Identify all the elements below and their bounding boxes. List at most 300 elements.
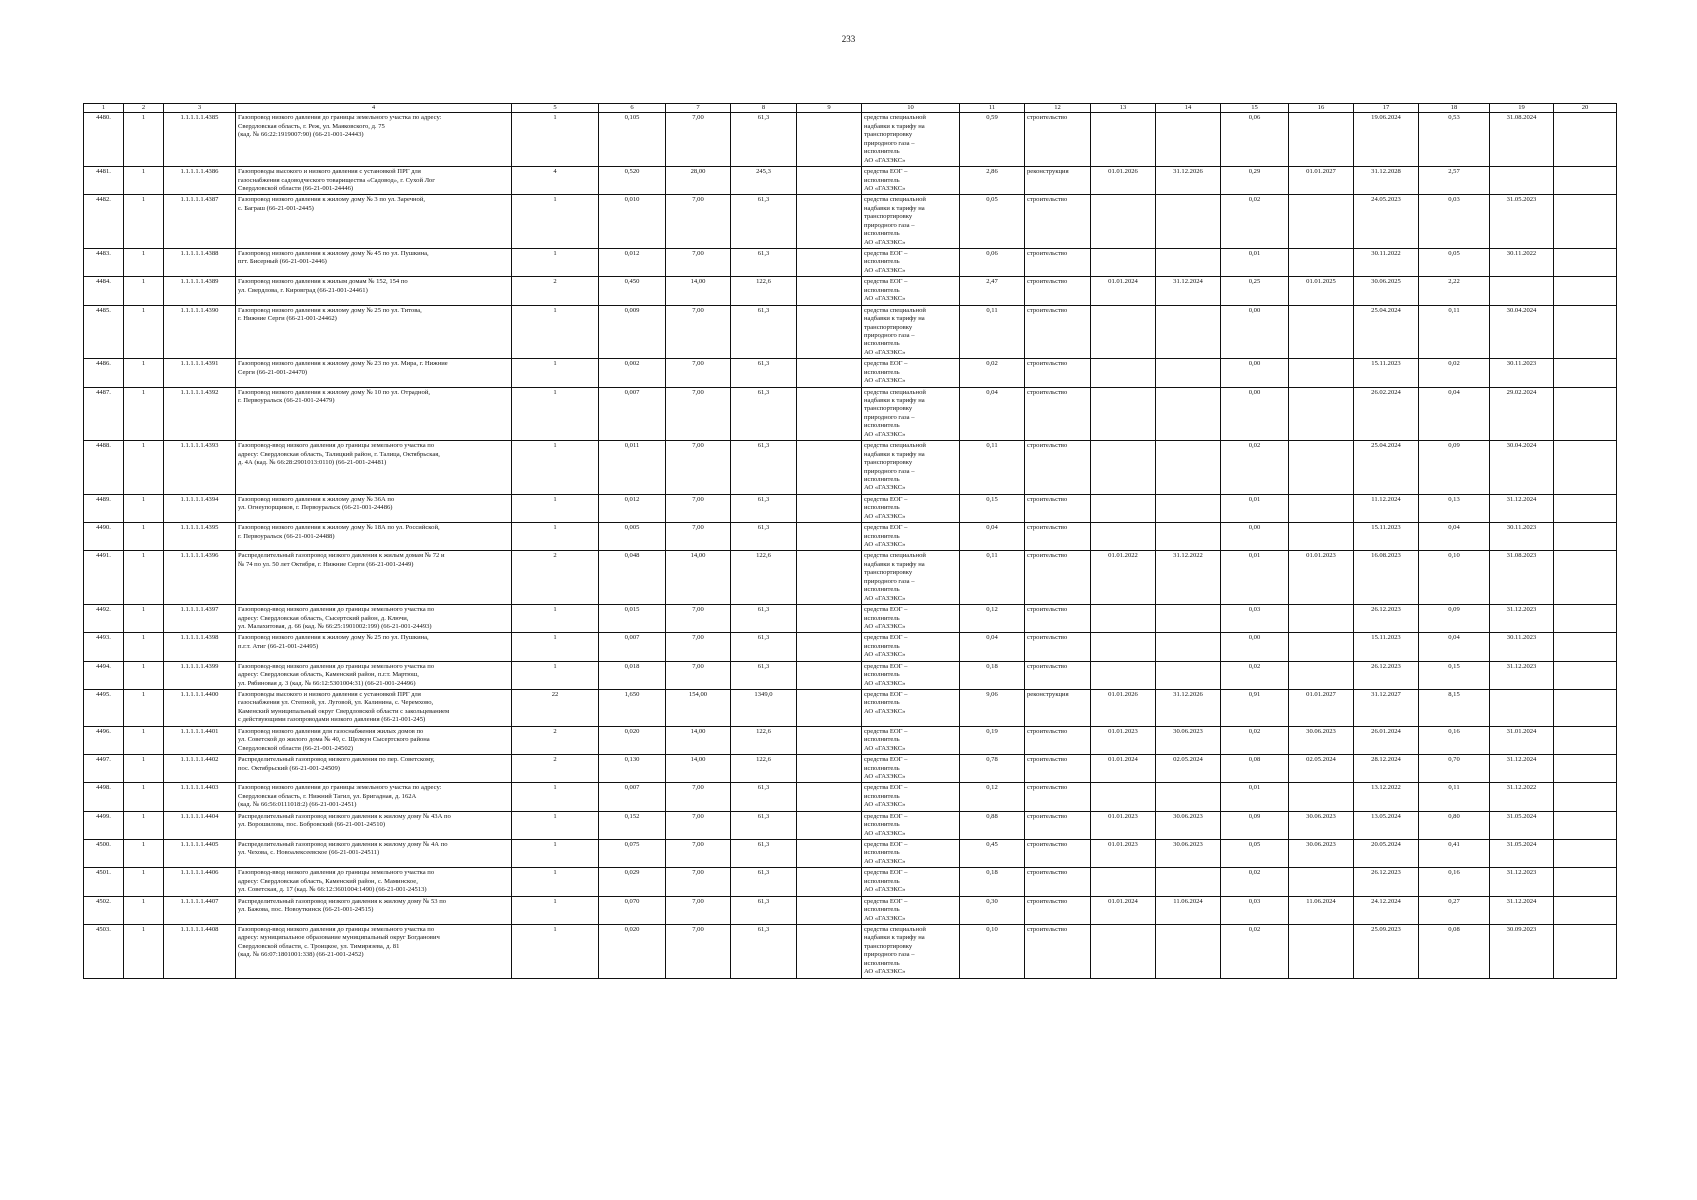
column-9-cell (797, 868, 862, 896)
column-11-cell: 0,11 (960, 305, 1025, 359)
column-9-cell (797, 633, 862, 661)
work-type-cell: строительство (1025, 387, 1091, 441)
column-9-cell (797, 249, 862, 277)
column-7-cell: 7,00 (666, 605, 731, 633)
object-code-cell: 1.1.1.1.1.4396 (164, 551, 236, 605)
row-number-cell: 4498. (84, 783, 124, 811)
column-19-cell: 29.02.2024 (1490, 387, 1554, 441)
column-15-cell: 0,09 (1221, 811, 1289, 839)
object-description-cell: Газопровод-ввод низкого давления до границы земельного участка по адресу: Свердловская область, Сысертский район, д. Ключи, ул. Малахитовая, д. 66 (кад. № 66:25:1901002:199) (66-21-001-24493) (236, 605, 512, 633)
row-number-cell: 4488. (84, 441, 124, 495)
column-9-cell (797, 924, 862, 978)
funding-source-cell: средства ЕОГ – исполнитель АО «ГАЗЭКС» (862, 359, 960, 387)
column-17-cell: 24.05.2023 (1354, 195, 1419, 249)
column-2-cell: 1 (124, 113, 164, 167)
column-20-cell (1554, 551, 1617, 605)
column-15-cell: 0,02 (1221, 726, 1289, 754)
column-5-cell: 1 (512, 249, 599, 277)
column-17-cell: 15.11.2023 (1354, 359, 1419, 387)
column-15-cell: 0,03 (1221, 605, 1289, 633)
column-9-cell (797, 195, 862, 249)
column-15-cell: 0,02 (1221, 441, 1289, 495)
column-number-header: 15 (1221, 104, 1289, 113)
column-20-cell (1554, 441, 1617, 495)
column-7-cell: 7,00 (666, 195, 731, 249)
column-14-cell (1156, 868, 1221, 896)
column-14-cell (1156, 305, 1221, 359)
column-2-cell: 1 (124, 359, 164, 387)
column-8-cell: 61,3 (731, 783, 797, 811)
object-code-cell: 1.1.1.1.1.4393 (164, 441, 236, 495)
column-6-cell: 0,130 (599, 755, 666, 783)
row-number-cell: 4481. (84, 167, 124, 195)
column-2-cell: 1 (124, 840, 164, 868)
column-9-cell (797, 551, 862, 605)
column-13-cell: 01.01.2023 (1091, 726, 1156, 754)
column-6-cell: 0,015 (599, 605, 666, 633)
column-11-cell: 0,04 (960, 633, 1025, 661)
column-11-cell: 0,12 (960, 783, 1025, 811)
column-7-cell: 7,00 (666, 359, 731, 387)
column-19-cell: 31.12.2023 (1490, 661, 1554, 689)
column-17-cell: 28.12.2024 (1354, 755, 1419, 783)
column-14-cell: 30.06.2023 (1156, 726, 1221, 754)
column-2-cell: 1 (124, 195, 164, 249)
column-number-row (84, 104, 1617, 113)
column-14-cell: 31.12.2022 (1156, 551, 1221, 605)
column-16-cell (1289, 605, 1354, 633)
column-7-cell: 7,00 (666, 305, 731, 359)
object-description-cell: Газопровод низкого давления к жилому дому № 3 по ул. Заречной, с. Баграш (66-21-001-2445) (236, 195, 512, 249)
column-7-cell: 7,00 (666, 661, 731, 689)
column-13-cell: 01.01.2026 (1091, 167, 1156, 195)
work-type-cell: строительство (1025, 811, 1091, 839)
object-code-cell: 1.1.1.1.1.4397 (164, 605, 236, 633)
column-19-cell: 30.04.2024 (1490, 305, 1554, 359)
column-7-cell: 7,00 (666, 811, 731, 839)
object-description-cell: Газопровод низкого давления к жилому дому № 18А по ул. Российской, г. Первоуральск (66-21-001-24488) (236, 523, 512, 551)
column-number-header: 5 (512, 104, 599, 113)
column-2-cell: 1 (124, 523, 164, 551)
column-20-cell (1554, 195, 1617, 249)
object-code-cell: 1.1.1.1.1.4408 (164, 924, 236, 978)
column-14-cell (1156, 387, 1221, 441)
column-8-cell: 122,6 (731, 551, 797, 605)
column-18-cell: 0,16 (1419, 868, 1490, 896)
table-row (84, 441, 1617, 495)
column-7-cell: 7,00 (666, 783, 731, 811)
column-8-cell: 61,3 (731, 523, 797, 551)
column-7-cell: 154,00 (666, 690, 731, 727)
work-type-cell: реконструкция (1025, 167, 1091, 195)
column-11-cell: 2,47 (960, 277, 1025, 305)
column-17-cell: 26.01.2024 (1354, 726, 1419, 754)
column-13-cell (1091, 305, 1156, 359)
column-16-cell (1289, 494, 1354, 522)
object-code-cell: 1.1.1.1.1.4391 (164, 359, 236, 387)
row-number-cell: 4486. (84, 359, 124, 387)
column-11-cell: 0,45 (960, 840, 1025, 868)
column-6-cell: 0,011 (599, 441, 666, 495)
column-18-cell: 0,16 (1419, 726, 1490, 754)
column-16-cell: 01.01.2025 (1289, 277, 1354, 305)
object-description-cell: Газопровод низкого давления к жилому дому № 25 по ул. Пушкина, п.г.т. Атиг (66-21-001-24495) (236, 633, 512, 661)
column-20-cell (1554, 661, 1617, 689)
table-row (84, 633, 1617, 661)
column-9-cell (797, 811, 862, 839)
column-8-cell: 61,3 (731, 605, 797, 633)
work-type-cell: строительство (1025, 896, 1091, 924)
column-8-cell: 122,6 (731, 726, 797, 754)
column-19-cell (1490, 277, 1554, 305)
column-13-cell (1091, 359, 1156, 387)
column-15-cell: 0,00 (1221, 523, 1289, 551)
work-type-cell: строительство (1025, 113, 1091, 167)
column-8-cell: 61,3 (731, 359, 797, 387)
column-20-cell (1554, 726, 1617, 754)
column-5-cell: 1 (512, 868, 599, 896)
column-14-cell (1156, 924, 1221, 978)
table-row (84, 277, 1617, 305)
column-18-cell: 2,57 (1419, 167, 1490, 195)
column-16-cell (1289, 249, 1354, 277)
column-6-cell: 1,650 (599, 690, 666, 727)
column-13-cell: 01.01.2024 (1091, 896, 1156, 924)
object-description-cell: Газопровод низкого давления до границы земельного участка по адресу: Свердловская область, г. Нижний Тагил, ул. Бригадная, д. 162А (кад. № 66:56:0111018:2) (66-21-001-2451) (236, 783, 512, 811)
column-20-cell (1554, 783, 1617, 811)
column-16-cell (1289, 924, 1354, 978)
column-19-cell: 31.12.2022 (1490, 783, 1554, 811)
row-number-cell: 4487. (84, 387, 124, 441)
column-13-cell: 01.01.2024 (1091, 277, 1156, 305)
column-19-cell: 31.12.2024 (1490, 755, 1554, 783)
row-number-cell: 4502. (84, 896, 124, 924)
column-13-cell (1091, 113, 1156, 167)
column-6-cell: 0,520 (599, 167, 666, 195)
column-16-cell: 02.05.2024 (1289, 755, 1354, 783)
funding-source-cell: средства ЕОГ – исполнитель АО «ГАЗЭКС» (862, 523, 960, 551)
row-number-cell: 4500. (84, 840, 124, 868)
column-11-cell: 0,88 (960, 811, 1025, 839)
work-type-cell: строительство (1025, 441, 1091, 495)
column-14-cell: 31.12.2026 (1156, 690, 1221, 727)
column-19-cell: 30.11.2023 (1490, 359, 1554, 387)
column-20-cell (1554, 359, 1617, 387)
column-9-cell (797, 359, 862, 387)
object-code-cell: 1.1.1.1.1.4395 (164, 523, 236, 551)
column-13-cell (1091, 195, 1156, 249)
column-19-cell: 31.01.2024 (1490, 726, 1554, 754)
object-code-cell: 1.1.1.1.1.4399 (164, 661, 236, 689)
object-description-cell: Распределительный газопровод низкого давления к жилому дому № 43А по ул. Ворошилова, пос. Бобровский (66-21-001-24510) (236, 811, 512, 839)
column-11-cell: 0,04 (960, 387, 1025, 441)
column-7-cell: 7,00 (666, 441, 731, 495)
column-18-cell: 0,80 (1419, 811, 1490, 839)
column-7-cell: 7,00 (666, 249, 731, 277)
funding-source-cell: средства специальной надбавки к тарифу на транспортировку природного газа – исполнитель АО «ГАЗЭКС» (862, 113, 960, 167)
column-20-cell (1554, 387, 1617, 441)
column-19-cell: 31.12.2024 (1490, 896, 1554, 924)
column-number-header: 20 (1554, 104, 1617, 113)
column-6-cell: 0,075 (599, 840, 666, 868)
object-code-cell: 1.1.1.1.1.4389 (164, 277, 236, 305)
column-20-cell (1554, 605, 1617, 633)
column-11-cell: 0,11 (960, 441, 1025, 495)
row-number-cell: 4489. (84, 494, 124, 522)
column-17-cell: 13.05.2024 (1354, 811, 1419, 839)
column-5-cell: 1 (512, 195, 599, 249)
column-number-header: 9 (797, 104, 862, 113)
column-11-cell: 0,59 (960, 113, 1025, 167)
column-11-cell: 0,30 (960, 896, 1025, 924)
row-number-cell: 4501. (84, 868, 124, 896)
funding-source-cell: средства ЕОГ – исполнитель АО «ГАЗЭКС» (862, 605, 960, 633)
column-17-cell: 13.12.2022 (1354, 783, 1419, 811)
column-6-cell: 0,070 (599, 896, 666, 924)
column-7-cell: 7,00 (666, 523, 731, 551)
table-row (84, 661, 1617, 689)
column-5-cell: 22 (512, 690, 599, 727)
row-number-cell: 4484. (84, 277, 124, 305)
work-type-cell: строительство (1025, 633, 1091, 661)
column-18-cell: 2,22 (1419, 277, 1490, 305)
column-number-header: 10 (862, 104, 960, 113)
column-8-cell: 61,3 (731, 113, 797, 167)
table-row (84, 726, 1617, 754)
object-description-cell: Газопроводы высокого и низкого давления с установкой ПРГ для газоснабжения ул. Степной, ул. Луговой, ул. Калинина, с. Черемхово, Каменский муниципальный округ Свердловской области с закольцеванием с действующими газопроводами низкого давления (66-21-001-245) (236, 690, 512, 727)
object-code-cell: 1.1.1.1.1.4402 (164, 755, 236, 783)
column-number-header: 14 (1156, 104, 1221, 113)
column-5-cell: 1 (512, 305, 599, 359)
column-8-cell: 61,3 (731, 249, 797, 277)
column-16-cell (1289, 783, 1354, 811)
column-7-cell: 7,00 (666, 113, 731, 167)
work-type-cell: строительство (1025, 661, 1091, 689)
column-14-cell: 31.12.2026 (1156, 167, 1221, 195)
column-7-cell: 14,00 (666, 551, 731, 605)
column-14-cell (1156, 633, 1221, 661)
column-6-cell: 0,020 (599, 726, 666, 754)
work-type-cell: реконструкция (1025, 690, 1091, 727)
column-16-cell: 01.01.2027 (1289, 690, 1354, 727)
column-17-cell: 30.11.2022 (1354, 249, 1419, 277)
column-13-cell (1091, 633, 1156, 661)
object-description-cell: Распределительный газопровод низкого давления к жилому дому № 4А по ул. Чехова, с. Новоалексеевское (66-21-001-24511) (236, 840, 512, 868)
column-6-cell: 0,007 (599, 633, 666, 661)
column-11-cell: 0,11 (960, 551, 1025, 605)
column-17-cell: 26.12.2023 (1354, 868, 1419, 896)
column-13-cell (1091, 441, 1156, 495)
row-number-cell: 4492. (84, 605, 124, 633)
column-15-cell: 0,00 (1221, 387, 1289, 441)
column-15-cell: 0,02 (1221, 661, 1289, 689)
column-8-cell: 61,3 (731, 441, 797, 495)
column-17-cell: 16.08.2023 (1354, 551, 1419, 605)
column-2-cell: 1 (124, 726, 164, 754)
column-5-cell: 1 (512, 494, 599, 522)
column-5-cell: 1 (512, 661, 599, 689)
column-19-cell: 30.11.2022 (1490, 249, 1554, 277)
column-14-cell: 30.06.2023 (1156, 840, 1221, 868)
column-2-cell: 1 (124, 783, 164, 811)
column-number-header: 19 (1490, 104, 1554, 113)
column-14-cell (1156, 441, 1221, 495)
column-16-cell: 30.06.2023 (1289, 811, 1354, 839)
column-6-cell: 0,007 (599, 387, 666, 441)
table-row (84, 494, 1617, 522)
column-7-cell: 7,00 (666, 633, 731, 661)
column-11-cell: 0,05 (960, 195, 1025, 249)
column-9-cell (797, 494, 862, 522)
column-11-cell: 0,02 (960, 359, 1025, 387)
object-code-cell: 1.1.1.1.1.4392 (164, 387, 236, 441)
column-18-cell: 0,08 (1419, 924, 1490, 978)
column-11-cell: 0,04 (960, 523, 1025, 551)
column-13-cell (1091, 523, 1156, 551)
work-type-cell: строительство (1025, 249, 1091, 277)
row-number-cell: 4496. (84, 726, 124, 754)
column-19-cell (1490, 690, 1554, 727)
funding-source-cell: средства специальной надбавки к тарифу на транспортировку природного газа – исполнитель АО «ГАЗЭКС» (862, 305, 960, 359)
column-2-cell: 1 (124, 249, 164, 277)
table-row (84, 387, 1617, 441)
column-18-cell: 0,04 (1419, 387, 1490, 441)
column-6-cell: 0,105 (599, 113, 666, 167)
object-description-cell: Распределительный газопровод низкого давления по пер. Советскому, пос. Октябрьский (66-21-001-24509) (236, 755, 512, 783)
column-17-cell: 24.12.2024 (1354, 896, 1419, 924)
column-number-header: 6 (599, 104, 666, 113)
column-16-cell: 30.06.2023 (1289, 840, 1354, 868)
column-20-cell (1554, 249, 1617, 277)
column-17-cell: 25.04.2024 (1354, 305, 1419, 359)
column-13-cell: 01.01.2023 (1091, 811, 1156, 839)
funding-source-cell: средства ЕОГ – исполнитель АО «ГАЗЭКС» (862, 811, 960, 839)
column-number-header: 17 (1354, 104, 1419, 113)
column-6-cell: 0,020 (599, 924, 666, 978)
column-2-cell: 1 (124, 811, 164, 839)
table-row (84, 811, 1617, 839)
column-18-cell: 0,02 (1419, 359, 1490, 387)
column-20-cell (1554, 868, 1617, 896)
funding-source-cell: средства ЕОГ – исполнитель АО «ГАЗЭКС» (862, 277, 960, 305)
column-14-cell: 30.06.2023 (1156, 811, 1221, 839)
column-18-cell: 0,04 (1419, 633, 1490, 661)
column-11-cell: 0,15 (960, 494, 1025, 522)
work-type-cell: строительство (1025, 726, 1091, 754)
column-18-cell: 0,11 (1419, 305, 1490, 359)
column-15-cell: 0,01 (1221, 783, 1289, 811)
column-16-cell (1289, 387, 1354, 441)
column-5-cell: 1 (512, 605, 599, 633)
column-19-cell (1490, 167, 1554, 195)
row-number-cell: 4497. (84, 755, 124, 783)
column-9-cell (797, 726, 862, 754)
column-11-cell: 0,78 (960, 755, 1025, 783)
column-20-cell (1554, 167, 1617, 195)
column-6-cell: 0,012 (599, 494, 666, 522)
column-15-cell: 0,01 (1221, 494, 1289, 522)
column-20-cell (1554, 523, 1617, 551)
column-11-cell: 0,12 (960, 605, 1025, 633)
column-15-cell: 0,02 (1221, 195, 1289, 249)
column-8-cell: 61,3 (731, 868, 797, 896)
column-8-cell: 1349,0 (731, 690, 797, 727)
column-9-cell (797, 755, 862, 783)
column-number-header: 16 (1289, 104, 1354, 113)
column-7-cell: 14,00 (666, 726, 731, 754)
funding-source-cell: средства специальной надбавки к тарифу на транспортировку природного газа – исполнитель АО «ГАЗЭКС» (862, 441, 960, 495)
table-row (84, 840, 1617, 868)
column-15-cell: 0,91 (1221, 690, 1289, 727)
column-15-cell: 0,25 (1221, 277, 1289, 305)
column-17-cell: 26.12.2023 (1354, 605, 1419, 633)
column-16-cell (1289, 661, 1354, 689)
object-code-cell: 1.1.1.1.1.4385 (164, 113, 236, 167)
column-8-cell: 61,3 (731, 387, 797, 441)
column-8-cell: 61,3 (731, 633, 797, 661)
column-14-cell: 11.06.2024 (1156, 896, 1221, 924)
row-number-cell: 4483. (84, 249, 124, 277)
column-17-cell: 31.12.2028 (1354, 167, 1419, 195)
column-18-cell: 0,27 (1419, 896, 1490, 924)
row-number-cell: 4499. (84, 811, 124, 839)
object-description-cell: Газопровод низкого давления к жилому дому № 25 по ул. Титова, г. Нижние Серги (66-21-001-24462) (236, 305, 512, 359)
column-16-cell: 01.01.2027 (1289, 167, 1354, 195)
column-13-cell: 01.01.2026 (1091, 690, 1156, 727)
column-6-cell: 0,029 (599, 868, 666, 896)
column-13-cell (1091, 494, 1156, 522)
table-row (84, 783, 1617, 811)
column-11-cell: 2,86 (960, 167, 1025, 195)
column-17-cell: 20.05.2024 (1354, 840, 1419, 868)
column-18-cell: 0,11 (1419, 783, 1490, 811)
column-9-cell (797, 441, 862, 495)
column-9-cell (797, 605, 862, 633)
work-type-cell: строительство (1025, 840, 1091, 868)
column-13-cell (1091, 605, 1156, 633)
object-code-cell: 1.1.1.1.1.4398 (164, 633, 236, 661)
column-7-cell: 7,00 (666, 840, 731, 868)
column-6-cell: 0,152 (599, 811, 666, 839)
column-16-cell (1289, 523, 1354, 551)
funding-source-cell: средства ЕОГ – исполнитель АО «ГАЗЭКС» (862, 661, 960, 689)
column-8-cell: 122,6 (731, 755, 797, 783)
column-14-cell (1156, 494, 1221, 522)
column-18-cell: 0,53 (1419, 113, 1490, 167)
funding-source-cell: средства специальной надбавки к тарифу на транспортировку природного газа – исполнитель АО «ГАЗЭКС» (862, 924, 960, 978)
object-code-cell: 1.1.1.1.1.4403 (164, 783, 236, 811)
column-17-cell: 19.06.2024 (1354, 113, 1419, 167)
column-7-cell: 7,00 (666, 387, 731, 441)
funding-source-cell: средства ЕОГ – исполнитель АО «ГАЗЭКС» (862, 494, 960, 522)
column-9-cell (797, 523, 862, 551)
row-number-cell: 4482. (84, 195, 124, 249)
column-9-cell (797, 167, 862, 195)
column-17-cell: 26.02.2024 (1354, 387, 1419, 441)
column-2-cell: 1 (124, 441, 164, 495)
object-code-cell: 1.1.1.1.1.4390 (164, 305, 236, 359)
object-description-cell: Газопровод низкого давления к жилым домам № 152, 154 по ул. Свердлова, г. Кировград (66-21-001-24461) (236, 277, 512, 305)
registry-table (83, 103, 1617, 979)
column-16-cell (1289, 633, 1354, 661)
column-9-cell (797, 305, 862, 359)
column-16-cell: 01.01.2023 (1289, 551, 1354, 605)
funding-source-cell: средства ЕОГ – исполнитель АО «ГАЗЭКС» (862, 167, 960, 195)
column-2-cell: 1 (124, 305, 164, 359)
column-17-cell: 26.12.2023 (1354, 661, 1419, 689)
funding-source-cell: средства специальной надбавки к тарифу на транспортировку природного газа – исполнитель АО «ГАЗЭКС» (862, 195, 960, 249)
column-8-cell: 61,3 (731, 811, 797, 839)
